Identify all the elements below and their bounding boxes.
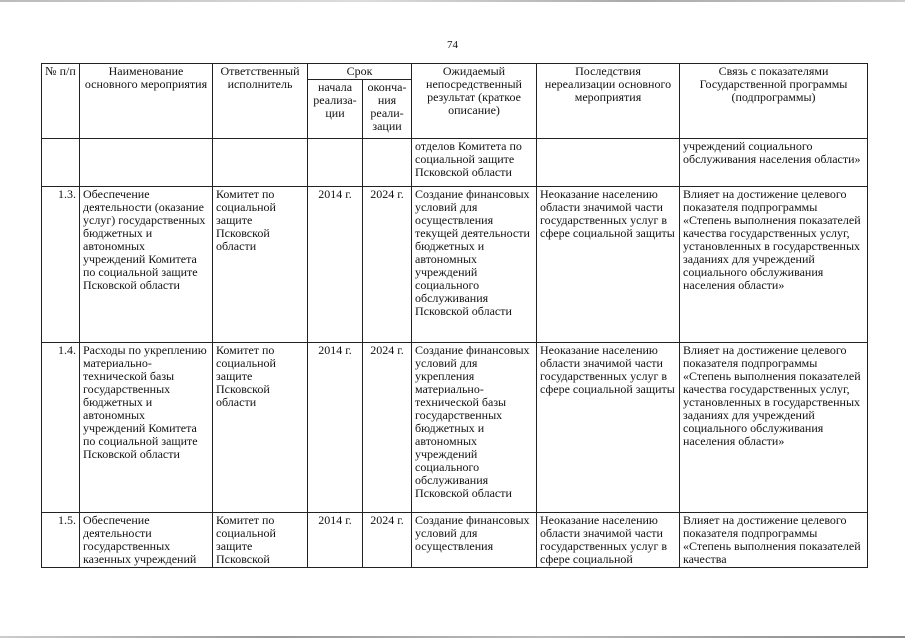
continuation-row: [42, 139, 868, 187]
cell-name: Расходы по укреплению материально-технической базы государственных бюджетных и автономных учреждений Комитета по социальной защите Псковской области: [80, 343, 213, 513]
cell-empty: [308, 139, 363, 187]
cell-link: учреждений социального обслуживания населения области»: [680, 139, 868, 187]
cell-start: 2014 г.: [308, 187, 363, 343]
cell-name: Обеспечение деятельности государственных казенных учреждений: [80, 513, 213, 568]
cell-consequences: Неоказание населению области значимой части государственных услуг в сфере социальной защиты: [537, 343, 680, 513]
cell-consequences: Неоказание населению области значимой части государственных услуг в сфере социальной защиты: [537, 187, 680, 343]
cell-expected: Создание финансовых условий для осуществления: [412, 513, 537, 568]
cell-link: Влияет на достижение целевого показателя подпрограммы «Степень выполнения показателей качества: [680, 513, 868, 568]
header-name: Наименование основного мероприятия: [80, 64, 213, 139]
header-num: № п/п: [42, 64, 80, 139]
page-number: 74: [447, 39, 458, 51]
cell-end: 2024 г.: [363, 343, 412, 513]
cell-expected: отделов Комитета по социальной защите Псковской области: [412, 139, 537, 187]
cell-consequences: Неоказание населению области значимой части государственных услуг в сфере социальной: [537, 513, 680, 568]
measures-table: [41, 63, 868, 568]
cell-empty: [363, 139, 412, 187]
header-term-end: оконча-ния реали-зации: [363, 80, 412, 139]
cell-num: 1.4.: [42, 343, 80, 513]
cell-empty: [537, 139, 680, 187]
header-consequences: Последствия нереализации основного мероприятия: [537, 64, 680, 139]
cell-link: Влияет на достижение целевого показателя подпрограммы «Степень выполнения показателей качества государственных услуг, установленных в государственных заданиях для учреждений социального обслуживания населения области»: [680, 187, 868, 343]
table-row: [42, 187, 868, 343]
cell-end: 2024 г.: [363, 513, 412, 568]
table-row: [42, 513, 868, 568]
cell-name: Обеспечение деятельности (оказание услуг) государственных бюджетных и автономных учреждений Комитета по социальной защите Псковской области: [80, 187, 213, 343]
cell-responsible: Комитет по социальной защите Псковской: [213, 513, 308, 568]
cell-link: Влияет на достижение целевого показателя подпрограммы «Степень выполнения показателей качества государственных услуг, установленных в государственных заданиях для учреждений социального обслуживания населения области»: [680, 343, 868, 513]
header-link: Связь с показателями Государственной программы (подпрограммы): [680, 64, 868, 139]
cell-num: 1.5.: [42, 513, 80, 568]
cell-start: 2014 г.: [308, 343, 363, 513]
cell-num: 1.3.: [42, 187, 80, 343]
cell-empty: [213, 139, 308, 187]
cell-expected: Создание финансовых условий для укрепления материально-технической базы государственных бюджетных и автономных учреждений социального обслуживания Псковской области: [412, 343, 537, 513]
header-term: Срок: [308, 64, 412, 80]
scan-edge-top: [0, 0, 905, 2]
header-row-1: [42, 64, 868, 80]
cell-responsible: Комитет по социальной защите Псковской области: [213, 187, 308, 343]
header-responsible: Ответственный исполнитель: [213, 64, 308, 139]
cell-start: 2014 г.: [308, 513, 363, 568]
cell-responsible: Комитет по социальной защите Псковской области: [213, 343, 308, 513]
table-row: [42, 343, 868, 513]
cell-empty: [42, 139, 80, 187]
cell-end: 2024 г.: [363, 187, 412, 343]
scan-edge-bottom: [0, 636, 905, 638]
cell-empty: [80, 139, 213, 187]
cell-expected: Создание финансовых условий для осуществления текущей деятельности бюджетных и автономных учреждений социального обслуживания Псковской области: [412, 187, 537, 343]
header-expected: Ожидаемый непосредственный результат (краткое описание): [412, 64, 537, 139]
header-term-start: начала реализа-ции: [308, 80, 363, 139]
